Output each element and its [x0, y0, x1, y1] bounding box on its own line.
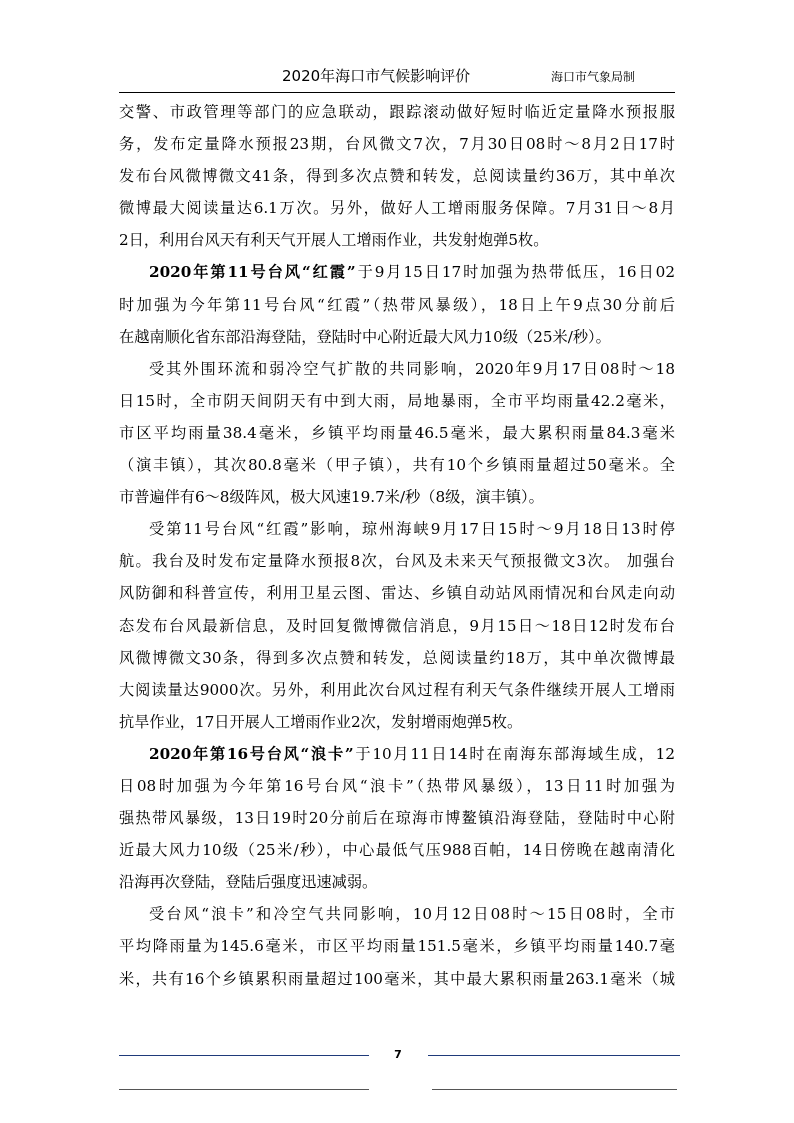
paragraph	[119, 898, 675, 994]
text-line: 日08时加强为今年第16号台风“浪卡”（热带风暴级），13日11时加强为	[119, 776, 675, 795]
text-line: 受台风“浪卡”和冷空气共同影响，10月12日08时～15日08时，全市	[149, 905, 675, 924]
text-line: 大阅读量达9000次。另外，利用此次台风过程有利天气条件继续开展人工增雨	[119, 680, 675, 699]
text-line: 抗旱作业，17日开展人工增雨作业2次，发射增雨炮弹5枚。	[119, 712, 523, 731]
text-line: 交警、市政管理等部门的应急联动，跟踪滚动做好短时临近定量降水预报服	[119, 103, 675, 121]
paragraph	[119, 513, 675, 738]
text-line: 强热带风暴级，13日19时20分前后在琼海市博鳌镇沿海登陆，登陆时中心附	[119, 809, 675, 828]
header-title: 2020年海口市气候影响评价	[282, 67, 471, 85]
text-line: 在越南顺化省东部沿海登陆，登陆时中心附近最大风力10级（25米/秒）。	[119, 327, 611, 346]
text-line: 市普遍伴有6～8级阵风，极大风速19.7米/秒（8级，演丰镇）。	[119, 488, 544, 507]
text-line: 航。我台及时发布定量降水预报8次，台风及未来天气预报微文3次。 加强台	[119, 552, 675, 571]
page-header	[119, 66, 675, 93]
paragraph	[119, 256, 675, 352]
paragraph	[119, 96, 675, 256]
text-line: 风防御和科普宣传，利用卫星云图、雷达、乡镇自动站风雨情况和台风走向动	[119, 584, 675, 603]
text-line: 受第11号台风“红霞”影响，琼州海峡9月17日15时～9月18日13时停	[149, 520, 675, 539]
text-line: 日15时，全市阴天间阴天有中到大雨，局地暴雨，全市平均雨量42.2毫米，	[119, 391, 675, 410]
text-line: 近最大风力10级（25米/秒），中心最低气压988百帕，14日傍晚在越南清化	[119, 841, 675, 860]
text-line: 务，发布定量降水预报23期，台风微文7次，7月30日08时～8月2日17时	[119, 135, 675, 154]
header-org: 海口市气象局制	[551, 70, 636, 84]
footer-rule-bottom-left	[119, 1089, 369, 1090]
text-line: 平均降雨量为145.6毫米，市区平均雨量151.5毫米，乡镇平均雨量140.7毫	[119, 937, 675, 956]
paragraph	[119, 738, 675, 898]
paragraph-lead: 2020年第16号台风“浪卡”	[149, 744, 354, 763]
text-line: 风微博微文30条，得到多次点赞和转发，总阅读量约18万，其中单次微博最	[119, 648, 675, 667]
text-line	[119, 256, 675, 288]
text-line: 市区平均雨量38.4毫米，乡镇平均雨量46.5毫米，最大累积雨量84.3毫米	[119, 423, 675, 442]
paragraph-lead: 2020年第11号台风“红霞”	[149, 263, 356, 282]
body-text	[119, 96, 675, 995]
text-line-rest: 于10月11日14时在南海东部海域生成，12	[353, 744, 675, 763]
paragraph	[119, 353, 675, 513]
footer-rule-bottom-right	[432, 1089, 677, 1090]
text-line: （演丰镇），其次80.8毫米（甲子镇），共有10个乡镇雨量超过50毫米。全	[119, 456, 675, 475]
text-line: 受其外围环流和弱冷空气扩散的共同影响，2020年9月17日08时～18	[149, 359, 675, 378]
text-line: 米，共有16个乡镇累积雨量超过100毫米，其中最大累积雨量263.1毫米（城	[119, 969, 675, 988]
text-line: 微博最大阅读量达6.1万次。另外，做好人工增雨服务保障。7月31日～8月	[119, 199, 675, 218]
text-line-rest: 于9月15日17时加强为热带低压，16日02	[355, 263, 675, 282]
page-number: 7	[394, 1048, 402, 1061]
text-line: 2日，利用台风天有利天气开展人工增雨作业，共发射炮弹5枚。	[119, 231, 549, 250]
text-line: 沿海再次登陆，登陆后强度迅速减弱。	[119, 873, 378, 892]
text-line	[119, 738, 675, 770]
text-line: 时加强为今年第11号台风“红霞”（热带风暴级），18日上午9点30分前后	[119, 295, 675, 314]
text-line: 态发布台风最新信息，及时回复微博微信消息，9月15日～18日12时发布台	[119, 616, 675, 635]
footer-rule-left	[119, 1055, 369, 1056]
footer-rule-right	[428, 1055, 680, 1056]
text-line: 发布台风微博微文41条，得到多次点赞和转发，总阅读量约36万，其中单次	[119, 167, 675, 186]
